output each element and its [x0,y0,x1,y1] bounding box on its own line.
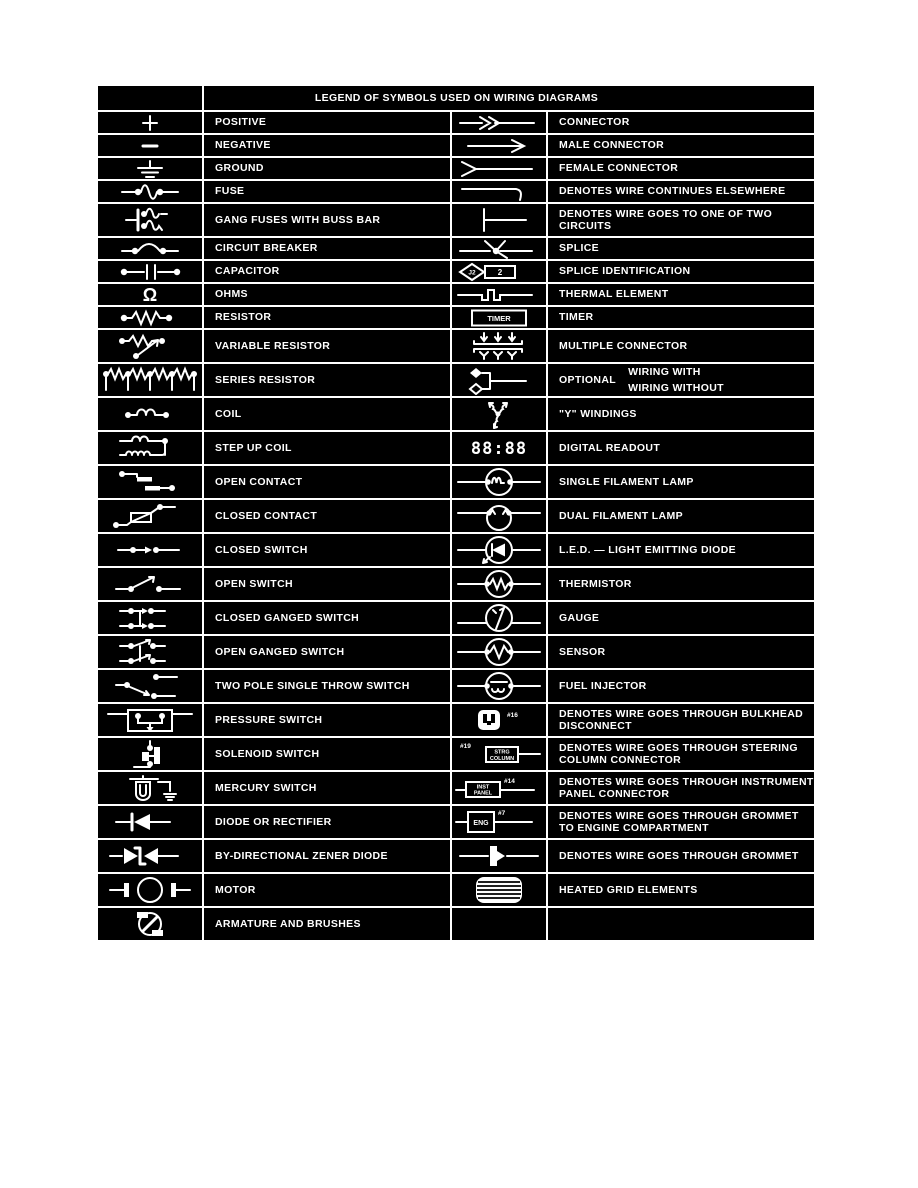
symbol-label: CLOSED GANGED SWITCH [215,611,360,624]
symbol-label: GAUGE [559,611,600,624]
series-resistor-icon [98,365,202,395]
legend-row [98,259,814,282]
legend-row [98,430,814,464]
legend-row [98,236,814,259]
symbol-label: MALE CONNECTOR [559,139,665,152]
header-symbol-cell [98,86,204,110]
ohms-icon [98,285,202,305]
symbol-label: SENSOR [559,645,606,658]
symbol-label: GROUND [215,162,264,175]
optional-wiring-icon [452,365,546,395]
splice-icon [452,239,546,259]
pressure-switch-icon [98,705,202,735]
legend-row [98,872,814,906]
svg-text:#19: #19 [460,743,471,750]
legend-row [98,668,814,702]
legend-row [98,179,814,202]
timer-icon [452,308,546,328]
symbol-label: COIL [215,407,242,420]
symbol-label: MULTIPLE CONNECTOR [559,339,688,352]
legend-row [98,282,814,305]
symbol-label: TIMER [559,311,594,324]
fuse-icon [98,182,202,202]
circuit-breaker-icon [98,239,202,259]
legend-row [98,133,814,156]
svg-text:INST: INST [476,784,490,791]
legend-row [98,634,814,668]
connector-icon [452,113,546,133]
optional-label: OPTIONAL [559,373,617,386]
symbol-label: CLOSED CONTACT [215,509,318,522]
legend-row [98,532,814,566]
svg-text:TIMER: TIMER [487,313,511,323]
step-up-coil-icon [98,433,202,463]
gang-fuses-icon [98,205,202,235]
legend-row [98,600,814,634]
symbol-label: THERMISTOR [559,577,632,590]
mercury-switch-icon [98,773,202,803]
two-pole-switch-icon [98,671,202,701]
motor-icon [98,875,202,905]
grommet-icon [452,841,546,871]
optional-without-label: WIRING WITHOUT [628,381,724,394]
ground-icon [98,159,202,179]
symbol-label: OHMS [215,288,248,301]
symbol-label: RESISTOR [215,311,272,324]
symbol-label: OPEN GANGED SWITCH [215,645,345,658]
symbol-label: SERIES RESISTOR [215,373,316,386]
legend-row [98,362,814,396]
sensor-icon [452,637,546,667]
thermal-element-icon [452,285,546,305]
symbol-label: L.E.D. — LIGHT EMITTING DIODE [559,543,736,556]
splice-id-icon [452,262,546,282]
legend-header-row [98,86,814,110]
legend-row [98,498,814,532]
svg-text:#16: #16 [507,712,518,719]
symbol-label: CONNECTOR [559,116,630,129]
legend-row [98,906,814,940]
resistor-icon [98,308,202,328]
thermistor-icon [452,569,546,599]
y-windings-icon [452,399,546,429]
svg-text:STRG: STRG [494,749,510,756]
positive-icon [98,113,202,133]
male-connector-icon [452,136,546,156]
engine-grommet-icon [452,807,546,837]
symbol-label: "Y" WINDINGS [559,407,637,420]
legend-row [98,804,814,838]
symbol-label: DENOTES WIRE GOES THROUGH BULKHEAD DISCONNECT [559,707,804,732]
coil-icon [98,399,202,429]
svg-text:#14: #14 [504,778,515,785]
open-ganged-switch-icon [98,637,202,667]
symbol-label: FUSE [215,185,245,198]
heated-grid-icon [452,875,546,905]
legend-row [98,702,814,736]
svg-text:J2: J2 [468,269,476,276]
legend-row [98,305,814,328]
legend-row [98,328,814,362]
symbol-label: MERCURY SWITCH [215,781,317,794]
svg-text:88:88: 88:88 [470,439,528,459]
symbol-label: SPLICE IDENTIFICATION [559,265,691,278]
symbol-label: OPEN CONTACT [215,475,303,488]
symbol-label: DENOTES WIRE CONTINUES ELSEWHERE [559,185,786,198]
symbol-label: DENOTES WIRE GOES THROUGH STEERING COLUMN CONNECTOR [559,741,798,766]
svg-text:ENG: ENG [473,820,489,827]
symbol-label: DENOTES WIRE GOES TO ONE OF TWO CIRCUITS [559,207,773,232]
legend-row [98,464,814,498]
solenoid-switch-icon [98,739,202,769]
digital-readout-icon [452,433,546,463]
legend-row [98,838,814,872]
legend-row [98,566,814,600]
symbol-label: DENOTES WIRE GOES THROUGH GROMMET TO ENGINE COMPARTMENT [559,809,799,834]
symbol-label: NEGATIVE [215,139,271,152]
closed-ganged-switch-icon [98,603,202,633]
dual-filament-lamp-icon [452,501,546,531]
symbol-label: MOTOR [215,883,256,896]
open-contact-icon [98,467,202,497]
svg-text:COLUMN: COLUMN [489,756,515,762]
symbol-label: DIGITAL READOUT [559,441,661,454]
capacitor-icon [98,262,202,282]
symbol-label: FUEL INJECTOR [559,679,647,692]
legend-row [98,396,814,430]
symbol-label: DIODE OR RECTIFIER [215,815,332,828]
legend-row [98,156,814,179]
symbol-label: DENOTES WIRE GOES THROUGH INSTRUMENT PANEL CONNECTOR [559,775,814,800]
led-icon [452,535,546,565]
symbol-label: THERMAL ELEMENT [559,288,669,301]
svg-text:PANEL: PANEL [473,790,493,797]
symbol-label: PRESSURE SWITCH [215,713,323,726]
symbol-label: VARIABLE RESISTOR [215,339,331,352]
wiring-legend-table [96,84,816,942]
multiple-connector-icon [452,331,546,361]
fuel-injector-icon [452,671,546,701]
zener-diode-icon [98,841,202,871]
wire-one-of-two-icon [452,205,546,235]
svg-text:Ω: Ω [142,284,158,305]
symbol-label: OPEN SWITCH [215,577,293,590]
symbol-label: DENOTES WIRE GOES THROUGH GROMMET [559,849,799,862]
instrument-panel-icon [452,773,546,803]
variable-resistor-icon [98,331,202,361]
open-switch-icon [98,569,202,599]
symbol-label: STEP UP COIL [215,441,292,454]
legend-row [98,770,814,804]
symbol-label: TWO POLE SINGLE THROW SWITCH [215,679,410,692]
negative-icon [98,136,202,156]
symbol-label: SINGLE FILAMENT LAMP [559,475,694,488]
symbol-label: CIRCUIT BREAKER [215,242,318,255]
single-filament-lamp-icon [452,467,546,497]
armature-icon [98,909,202,939]
wire-continues-icon [452,182,546,202]
symbol-label: SOLENOID SWITCH [215,747,320,760]
svg-text:2: 2 [497,267,503,277]
closed-switch-icon [98,535,202,565]
legend-row [98,202,814,236]
symbol-label: BY-DIRECTIONAL ZENER DIODE [215,849,388,862]
legend-row [98,110,814,133]
symbol-label: ARMATURE AND BRUSHES [215,917,361,930]
symbol-label: POSITIVE [215,116,267,129]
diode-icon [98,807,202,837]
symbol-label: FEMALE CONNECTOR [559,162,679,175]
legend-title: LEGEND OF SYMBOLS USED ON WIRING DIAGRAMS [314,91,599,104]
symbol-label: SPLICE [559,242,600,255]
gauge-icon [452,603,546,633]
bulkhead-disconnect-icon [452,705,546,735]
legend-row [98,736,814,770]
symbol-label: CLOSED SWITCH [215,543,308,556]
female-connector-icon [452,159,546,179]
symbol-label: HEATED GRID ELEMENTS [559,883,698,896]
svg-text:#7: #7 [498,810,506,817]
steering-column-icon [452,739,546,769]
optional-with-label: WIRING WITH [628,366,701,378]
closed-contact-icon [98,501,202,531]
symbol-label: DUAL FILAMENT LAMP [559,509,683,522]
symbol-label: CAPACITOR [215,265,280,278]
symbol-label: GANG FUSES WITH BUSS BAR [215,213,381,226]
